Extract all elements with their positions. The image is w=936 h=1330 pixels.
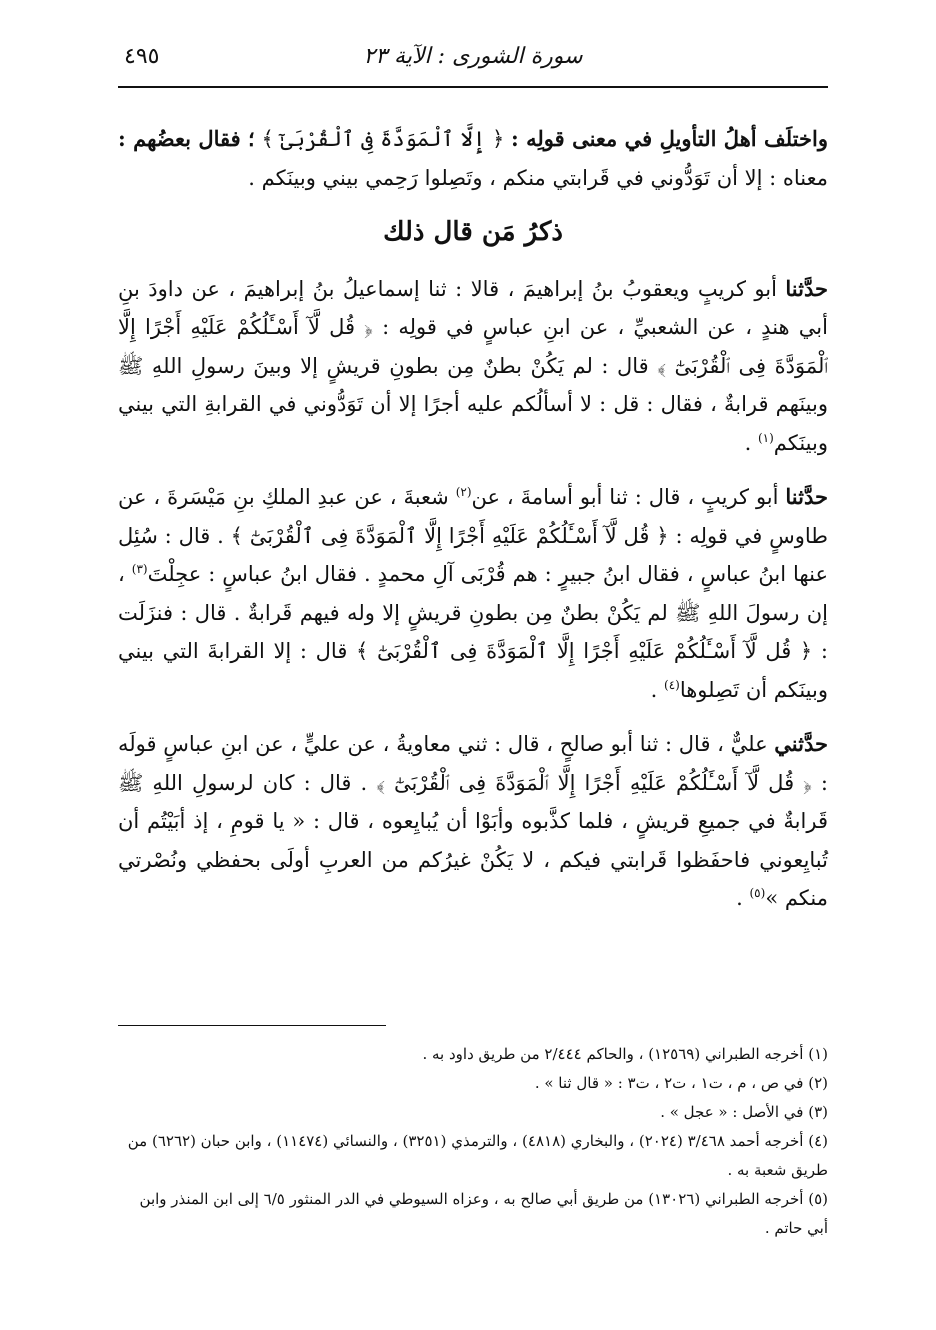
footnote-marker: (٤): [664, 677, 680, 692]
hadith-text: قال : لم يَكُنْ بطنٌ مِن بطونِ قريشٍ إلا وبينَ رسولِ اللهِ ﷺ وبينَهم قرابةٌ ، فقال : قل : لا أسألُكم عليه أجرًا إلا أن تَوَدُّوني في القرابةِ التي بيني وبينَكم: [118, 353, 828, 455]
hadith-lead: حدَّثنا: [785, 275, 828, 301]
hadith-lead: حدَّثني: [774, 731, 828, 756]
section-heading: ذكرُ مَن قال ذلك: [383, 217, 563, 247]
intro-paragraph: [118, 120, 828, 197]
footnote-marker: (٣): [131, 562, 148, 576]
footnote-1: (١) أخرجه الطبراني (١٢٥٦٩) ، والحاكم ٢/٤٤٤ من طريق داود به .: [422, 1045, 828, 1063]
header-rule: [118, 86, 828, 88]
quran-quote: ﴿ قُل لَّآ أَسْـَٔلُكُمْ عَلَيْهِ أَجْرًا إِلَّا ٱلْمَوَدَّةَ فِى ٱلْقُرْبَىٰٓ ﴾: [118, 315, 829, 378]
period: .: [744, 430, 752, 455]
page-header: [118, 36, 828, 82]
footnote-5: (٥) أخرجه الطبراني (١٣٠٢٦) من طريق أبي صالح به ، وعزاه السيوطي في الدر المنثور ٦/٥ إلى ابن المنذر وابن أبي حاتم .: [139, 1190, 828, 1237]
hadith-text: أبو كريبٍ ويعقوبُ بنُ إبراهيمَ ، قالا : ثنا إسماعيلُ بنُ إبراهيمَ ، عن داودَ بنِ أبي هندٍ ، عن الشعبيِّ ، عن ابنِ عباسٍ في قولِه :: [118, 276, 828, 339]
intro-bold-2: ؛ فقال بعضُهم :: [118, 126, 255, 151]
footnote-marker: (١): [757, 430, 774, 445]
hadith-text: عليٌّ ، قال : ثنا أبو صالحٍ ، قال : ثني معاويةُ ، عن عليٍّ ، عن ابنِ عباسٍ قولَه :: [118, 732, 828, 795]
footnotes: [118, 1040, 828, 1243]
footnote-separator: [118, 1025, 386, 1026]
main-text: [118, 120, 828, 934]
hadith-paragraph-2: [118, 478, 828, 709]
footnote-marker: (٢): [455, 485, 472, 499]
hadith-paragraph-3: [118, 725, 828, 918]
hadith-text: قال : إلا القرابةَ التي بيني وبينَكم أن تَصِلوها: [118, 639, 828, 702]
hadith-text: . قال : سُئِل عنها ابنُ عباسٍ ، فقال ابنُ جبيرٍ : هم قُرْبَى آلِ محمدٍ . فقال ابنُ عباسٍ : عجِلْتَ: [118, 523, 828, 586]
hadith-lead: حدَّثنا: [785, 484, 828, 509]
intro-bold: واختلَف أهلُ التأويلِ في معنى قولِه :: [511, 126, 828, 151]
intro-rest: معناه : إلا أن تَوَدُّوني في قَرابتي منكم ، وتَصِلوا رَحِمي بيني وبينَكم .: [248, 165, 828, 190]
quran-quote: ﴿ قُل لَّآ أَسْـَٔلُكُمْ عَلَيْهِ أَجْرًا إِلَّا ٱلْمَوَدَّةَ فِى ٱلْقُرْبَىٰٓ ﴾: [230, 523, 669, 548]
book-page: [118, 36, 828, 1306]
quran-quote: ﴿ قُل لَّآ أَسْـَٔلُكُمْ عَلَيْهِ أَجْرًا إِلَّا ٱلْمَوَدَّةَ فِى ٱلْقُرْبَىٰٓ ﴾: [376, 770, 812, 795]
footnote-4: (٤) أخرجه أحمد ٣/٤٦٨ (٢٠٢٤) ، والبخاري (٤٨١٨) ، والترمذي (٣٢٥١) ، والنسائي (١١٤٧٤) ، وابن حبان (٦٢٦٢) من طريق شعبة به .: [127, 1132, 828, 1179]
quran-quote: ﴿ قُل لَّآ أَسْـَٔلُكُمْ عَلَيْهِ أَجْرًا إِلَّا ٱلْمَوَدَّةَ فِى ٱلْقُرْبَىٰٓ ﴾: [356, 639, 813, 663]
footnote-2: (٢) في ص ، م ، ت١ ، ت٢ ، ت٣ : « قال ثنا » .: [534, 1074, 828, 1092]
hadith-text: أبو كريبٍ ، قال : ثنا أبو أسامةَ ، عن: [471, 485, 779, 509]
hadith-text: ، إن رسولَ اللهِ ﷺ لم يَكُنْ بطنٌ مِن بطونِ قريشٍ إلا وله فيهم قَرابةٌ . قال : فنزَلَت :: [118, 562, 828, 663]
quran-quote: ﴿ إِلَّا ٱلْمَوَدَّةَ فِى ٱلْقُرْبَىٰٓ ﴾: [261, 127, 505, 151]
hadith-text: . قال : كان لرسولِ اللهِ ﷺ قَرابةٌ في جميعِ قريشٍ ، فلما كذَّبوه وأبَوْا أن يُبايِعوه ، قال : « يا قومِ ، إذ أبَيْتُم أن تُبايِعوني فاحفَظوا قَرابتي فيكم ، لا يَكُنْ غيرُكم من العربِ أولَى بحفظي ونُصْرتي منكم »: [118, 770, 828, 910]
hadith-paragraph-1: [118, 270, 828, 463]
running-title: سورة الشورى : الآية ٢٣: [363, 44, 583, 69]
hadith-text: شعبةَ ، عن عبدِ الملكِ بنِ مَيْسَرةَ ، عن طاوسٍ في قولِه :: [118, 485, 829, 548]
page-number: ٤٩٥: [124, 44, 160, 69]
footnote-marker: (٥): [749, 886, 766, 900]
footnote-3: (٣) في الأصل : « عجل » .: [660, 1103, 828, 1121]
period: .: [736, 886, 743, 910]
period: .: [650, 677, 658, 702]
